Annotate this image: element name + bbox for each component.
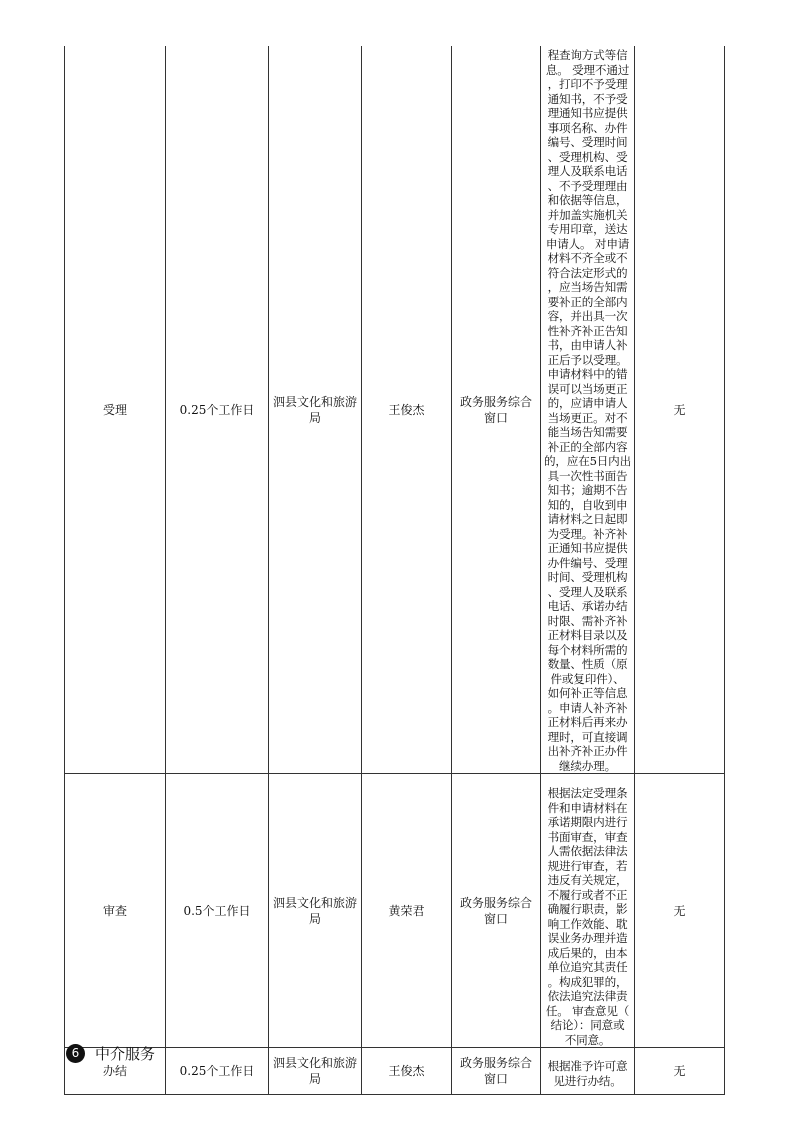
service-location: 政务服务综合窗口 xyxy=(452,774,541,1048)
description-line: 请材料之日起即 xyxy=(547,512,628,526)
description-line: 申请人。 对申请 xyxy=(545,236,630,251)
description-line: 的，应请申请人 xyxy=(547,396,628,410)
description-line: 出补齐补正办件 xyxy=(547,744,628,758)
time-limit: 0.5个工作日 xyxy=(166,774,269,1048)
time-limit: 0.25个工作日 xyxy=(166,1048,269,1095)
description-line: 结论）：同意或 xyxy=(550,1018,625,1032)
description-line: 任。 审查意见（ xyxy=(545,1003,630,1018)
description-line: 编号、受理时间 xyxy=(547,135,628,149)
description-line: 人需依据法律法 xyxy=(547,844,628,858)
department: 泗县文化和旅游局 xyxy=(269,1048,362,1095)
description-line: 能当场告知需要 xyxy=(547,425,628,439)
description-line: 根据法定受理条 xyxy=(547,786,628,800)
description-line: 符合法定形式的 xyxy=(547,265,628,280)
step-description xyxy=(541,1048,635,1095)
step-description xyxy=(541,46,635,774)
description-line: 具一次性书面告 xyxy=(547,468,628,483)
description-line: 时限、需补齐补 xyxy=(547,613,628,628)
description-line: 容，并出具一次 xyxy=(547,309,628,323)
description-line: 知的，自收到申 xyxy=(547,497,628,512)
fee: 无 xyxy=(635,1048,725,1095)
description-line: 要补正的全部内 xyxy=(547,294,628,309)
description-line: 程查询方式等信 xyxy=(547,48,628,62)
description-line: 专用印章，送达 xyxy=(547,222,628,236)
description-line: 正通知书应提供 xyxy=(547,541,628,555)
description-line: 如何补正等信息 xyxy=(547,686,628,700)
description-line: 继续办理。 xyxy=(559,758,616,773)
description-line: ，应当场告知需 xyxy=(547,280,628,294)
department: 泗县文化和旅游局 xyxy=(269,774,362,1048)
description-line: 误业务办理并造 xyxy=(547,931,628,945)
table-row xyxy=(65,774,725,1048)
step-name: 办结 xyxy=(65,1048,166,1095)
table-row xyxy=(65,1048,725,1095)
description-line: 办件编号、受理 xyxy=(547,555,628,570)
responsible-person: 王俊杰 xyxy=(362,46,452,774)
description-line: 时间、受理机构 xyxy=(547,570,628,584)
description-line: 的，应在5日内出 xyxy=(544,454,631,468)
description-line: 响工作效能、耽 xyxy=(547,916,628,931)
service-location: 政务服务综合窗口 xyxy=(452,46,541,774)
description-line: 当场更正。对不 xyxy=(547,410,628,425)
description-line: 申请材料中的错 xyxy=(547,367,628,381)
section-heading xyxy=(66,1042,155,1064)
description-line: 。构成犯罪的， xyxy=(547,974,628,989)
description-line: 确履行职责，影 xyxy=(547,902,628,916)
description-line: 事项名称、办件 xyxy=(547,120,628,135)
description-line: 不同意。 xyxy=(564,1032,611,1047)
description-line: 知书；逾期不告 xyxy=(547,483,628,497)
description-line: 单位追究其责任 xyxy=(547,960,628,974)
description-line: 成后果的，由本 xyxy=(547,945,628,960)
description-line: 材料不齐全或不 xyxy=(547,251,628,265)
description-line: 和依据等信息， xyxy=(547,193,628,207)
department: 泗县文化和旅游局 xyxy=(269,46,362,774)
description-line: 数量、性质（原 xyxy=(547,657,628,671)
description-line: ，打印不予受理 xyxy=(547,77,628,91)
description-line: 正后予以受理。 xyxy=(547,352,628,367)
step-description xyxy=(541,774,635,1048)
description-line: 书，由申请人补 xyxy=(547,338,628,352)
description-line: 件或复印件）、 xyxy=(550,671,625,686)
description-line: 依法追究法律责 xyxy=(547,989,628,1003)
description-line: 、受理机构、受 xyxy=(547,149,628,164)
service-location: 政务服务综合窗口 xyxy=(452,1048,541,1095)
description-line: 根据准予许可意 xyxy=(547,1059,628,1073)
description-line: 规进行审查，若 xyxy=(547,858,628,873)
section-number-badge: 6 xyxy=(66,1044,85,1063)
description-line: 正材料后再来办 xyxy=(547,715,628,729)
description-line: 。申请人补齐补 xyxy=(547,700,628,715)
description-line: 理人及联系电话 xyxy=(547,164,628,178)
responsible-person: 王俊杰 xyxy=(362,1048,452,1095)
description-line: 承诺期限内进行 xyxy=(547,815,628,829)
description-line: 、不予受理理由 xyxy=(547,178,628,193)
description-line: 通知书，不予受 xyxy=(547,91,628,106)
description-line: 电话、承诺办结 xyxy=(547,599,628,613)
description-line: 、受理人及联系 xyxy=(547,584,628,599)
step-name: 受理 xyxy=(65,46,166,774)
description-line: 每个材料所需的 xyxy=(547,642,628,657)
description-line: 件和申请材料在 xyxy=(547,800,628,815)
description-line: 见进行办结。 xyxy=(553,1073,622,1088)
description-line: 补正的全部内容 xyxy=(547,439,628,454)
fee: 无 xyxy=(635,46,725,774)
description-line: 并加盖实施机关 xyxy=(547,207,628,222)
time-limit: 0.25个工作日 xyxy=(166,46,269,774)
process-table-body xyxy=(65,46,725,1095)
description-line: 性补齐补正告知 xyxy=(547,323,628,338)
table-row xyxy=(65,46,725,774)
description-line: 理时，可直接调 xyxy=(547,729,628,744)
description-line: 理通知书应提供 xyxy=(547,106,628,120)
description-line: 为受理。补齐补 xyxy=(547,526,628,541)
description-line: 误可以当场更正 xyxy=(547,381,628,396)
process-table xyxy=(64,46,725,1095)
description-line: 书面审查，审查 xyxy=(547,829,628,844)
description-line: 不履行或者不正 xyxy=(547,887,628,902)
fee: 无 xyxy=(635,774,725,1048)
description-line: 息。 受理不通过 xyxy=(545,62,630,77)
responsible-person: 黄荣君 xyxy=(362,774,452,1048)
description-line: 违反有关规定， xyxy=(547,873,628,887)
description-line: 正材料目录以及 xyxy=(547,628,628,642)
step-name: 审查 xyxy=(65,774,166,1048)
section-title: 中介服务 xyxy=(95,1044,156,1063)
